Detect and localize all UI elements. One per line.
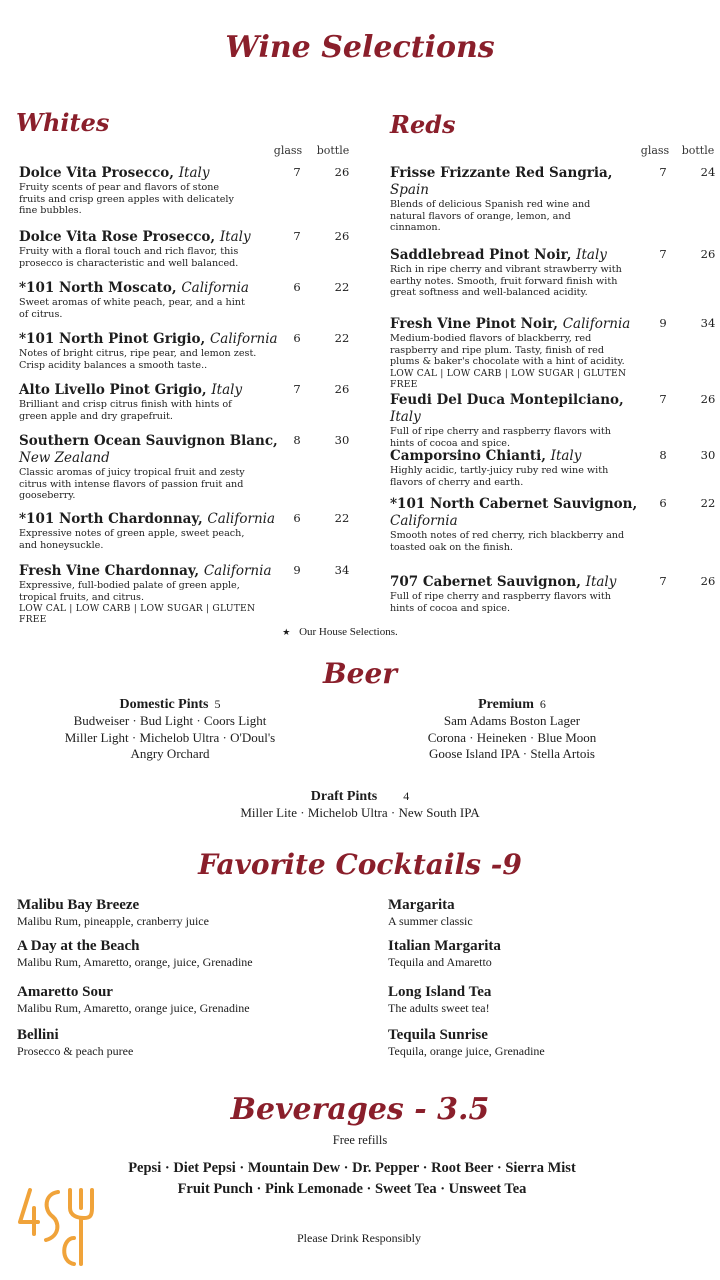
domestic-pints-label: Domestic Pints xyxy=(119,697,209,712)
premium-price: 6 xyxy=(539,697,546,711)
wine-region: Spain xyxy=(390,182,429,198)
whites-glass-header: glass xyxy=(273,144,303,157)
reds-glass-header: glass xyxy=(640,144,670,157)
wine-description-line: of citrus. xyxy=(19,308,63,320)
cocktail-item xyxy=(17,896,337,929)
house-selection-note xyxy=(0,626,680,638)
wine-name-text: Camporsino Chianti, xyxy=(390,448,546,464)
beer-heading: Beer xyxy=(322,657,398,690)
glass-price: 7 xyxy=(293,382,301,396)
cocktail-name: Malibu Bay Breeze xyxy=(17,897,140,913)
premium-label: Premium xyxy=(478,697,534,712)
wine-name-text: *101 North Moscato, xyxy=(19,280,177,296)
wine-name xyxy=(19,280,281,297)
wine-description-line: Full of ripe cherry and raspberry flavors with xyxy=(390,426,611,437)
wine-description-line: natural flavors of orange, lemon, and xyxy=(390,210,571,222)
beverages-line-1: Pepsi · Diet Pepsi · Mountain Dew · Dr. Pepper · Root Beer · Sierra Mist xyxy=(128,1160,576,1176)
wine-description-line: tropical fruits, and citrus. xyxy=(19,591,145,603)
wine-region: California xyxy=(207,511,276,527)
wine-name-text: Frisse Frizzante Red Sangria, xyxy=(390,165,613,181)
page-title: Wine Selections xyxy=(225,30,495,65)
wine-description-line: Crisp acidity balances a smooth taste.. xyxy=(19,359,208,371)
red-wine-item xyxy=(390,574,652,614)
cocktail-description: Prosecco & peach puree xyxy=(17,1044,134,1058)
bottle-price: 30 xyxy=(700,448,716,462)
wine-region: Italy xyxy=(178,165,210,181)
bottle-price: 26 xyxy=(334,165,350,179)
beer-list-line: Miller Lite · Michelob Ultra · New South IPA xyxy=(240,805,480,820)
wine-region: Italy xyxy=(219,229,251,245)
red-wine-item xyxy=(390,165,652,234)
fork-logo-icon xyxy=(14,1188,94,1270)
beer-list-line: Angry Orchard xyxy=(130,746,210,761)
red-wine-item xyxy=(390,247,652,299)
wine-name xyxy=(390,165,652,199)
cocktail-item xyxy=(17,983,337,1016)
glass-price: 9 xyxy=(659,316,667,330)
cocktail-name: A Day at the Beach xyxy=(17,938,140,954)
white-wine-item xyxy=(19,165,281,217)
wine-description-line: fine bubbles. xyxy=(19,205,82,217)
wine-description-line: raspberry and ripe plum. Tasty, finish of red xyxy=(390,344,605,356)
glass-price: 7 xyxy=(659,574,667,588)
wine-region: New Zealand xyxy=(19,450,110,466)
wine-description-line: Medium-bodied flavors of blackberry, red xyxy=(390,333,592,344)
wine-name xyxy=(19,433,281,467)
wine-name xyxy=(390,574,652,591)
premium-list xyxy=(362,713,662,763)
wine-name-text: Fresh Vine Chardonnay, xyxy=(19,563,200,579)
bottle-price: 26 xyxy=(700,392,716,406)
glass-price: 6 xyxy=(293,511,301,525)
beverages-subtitle: Free refills xyxy=(332,1133,388,1147)
wine-description-line: gooseberry. xyxy=(19,490,76,502)
wine-name xyxy=(19,382,281,399)
wine-description-line: Blends of delicious Spanish red wine and xyxy=(390,199,591,210)
glass-price: 7 xyxy=(659,247,667,261)
cocktail-description: Malibu Rum, Amaretto, orange, juice, Grenadine xyxy=(17,955,253,969)
bottle-price: 22 xyxy=(700,496,716,510)
glass-price: 7 xyxy=(659,392,667,406)
glass-price: 8 xyxy=(659,448,667,462)
wine-name xyxy=(19,331,281,348)
cocktail-item xyxy=(17,1026,337,1059)
wine-name xyxy=(19,511,281,528)
cocktail-name: Bellini xyxy=(17,1027,59,1043)
cocktail-item xyxy=(388,983,708,1016)
wine-description-line: Highly acidic, tartly-juicy ruby red wine with xyxy=(390,465,609,476)
domestic-pints-block xyxy=(20,697,320,763)
bottle-price: 30 xyxy=(334,433,350,447)
glass-price: 8 xyxy=(293,433,301,447)
glass-price: 7 xyxy=(659,165,667,179)
bottle-price: 22 xyxy=(334,331,350,345)
wine-name-text: *101 North Pinot Grigio, xyxy=(19,331,206,347)
wine-description-line: Rich in ripe cherry and vibrant strawberry with xyxy=(390,264,622,275)
wine-description-line: Notes of bright citrus, ripe pear, and lemon zest. xyxy=(19,348,257,359)
beverages-line-2: Fruit Punch · Pink Lemonade · Sweet Tea · Unsweet Tea xyxy=(177,1181,527,1197)
wine-name xyxy=(390,247,652,264)
wine-description-line: citrus with intense flavors of passion fruit and xyxy=(19,478,244,490)
wine-name-text: Southern Ocean Sauvignon Blanc, xyxy=(19,433,278,449)
wine-name-text: *101 North Chardonnay, xyxy=(19,511,203,527)
domestic-pints-price: 5 xyxy=(214,697,221,711)
wine-name-text: 707 Cabernet Sauvignon, xyxy=(390,574,581,590)
cocktail-item xyxy=(17,937,337,970)
white-wine-item xyxy=(19,511,281,551)
wine-name-text: Saddlebread Pinot Noir, xyxy=(390,247,572,263)
cocktail-item xyxy=(388,1026,708,1059)
cocktail-name: Amaretto Sour xyxy=(17,984,113,1000)
beverages-heading: Beverages - 3.5 xyxy=(230,1092,490,1127)
wine-region: California xyxy=(390,513,458,529)
wine-description-line: earthy notes. Smooth, fruit forward finish with xyxy=(390,275,618,287)
wine-name-text: Feudi Del Duca Montepilciano, xyxy=(390,392,624,408)
bottle-price: 22 xyxy=(334,511,350,525)
white-wine-item xyxy=(19,563,281,625)
wine-name xyxy=(390,316,652,333)
beer-list-line: Miller Light · Michelob Ultra · O'Doul's xyxy=(64,729,276,745)
draft-pints-price: 4 xyxy=(403,789,410,803)
bottle-price: 26 xyxy=(334,382,350,396)
wine-description-line: plums & baker's chocolate with a hint of acidity. xyxy=(390,356,625,368)
cocktail-item xyxy=(388,896,708,929)
wine-region: California xyxy=(181,280,249,296)
wine-description-line: Smooth notes of red cherry, rich blackberry and xyxy=(390,530,625,541)
glass-price: 7 xyxy=(293,165,301,179)
wine-description-line: and honeysuckle. xyxy=(19,539,104,551)
cocktail-description: Tequila, orange juice, Grenadine xyxy=(388,1044,545,1058)
wine-name xyxy=(390,496,652,530)
white-wine-item xyxy=(19,433,281,502)
domestic-pints-list xyxy=(20,713,320,763)
bottle-price: 34 xyxy=(700,316,716,330)
wine-name-text: *101 North Cabernet Sauvignon, xyxy=(390,496,638,512)
red-wine-item xyxy=(390,496,652,553)
white-wine-item xyxy=(19,382,281,422)
cocktail-name: Long Island Tea xyxy=(388,984,492,1000)
wine-description-line: Fruity scents of pear and flavors of stone xyxy=(19,182,220,193)
reds-heading: Reds xyxy=(390,110,456,139)
wine-tags: LOW CAL | LOW CARB | LOW SUGAR | GLUTEN FREE xyxy=(19,603,256,626)
wine-description-line: cinnamon. xyxy=(390,222,441,234)
wine-description-line: green apple and dry grapefruit. xyxy=(19,410,173,422)
beer-list-line: Sam Adams Boston Lager xyxy=(443,713,581,728)
star-icon: ★ xyxy=(282,627,291,637)
wine-description-line: Classic aromas of juicy tropical fruit and zesty xyxy=(19,467,245,478)
cocktail-description: Malibu Rum, Amaretto, orange juice, Grenadine xyxy=(17,1001,250,1015)
wine-region: California xyxy=(562,316,631,332)
bottle-price: 26 xyxy=(700,247,716,261)
cocktail-name: Tequila Sunrise xyxy=(388,1027,488,1043)
draft-pints-list xyxy=(160,805,560,822)
wine-name xyxy=(390,448,652,465)
reds-bottle-header: bottle xyxy=(681,144,715,157)
bottle-price: 24 xyxy=(700,165,716,179)
wine-region: Italy xyxy=(585,574,617,590)
glass-price: 6 xyxy=(293,280,301,294)
wine-region: Italy xyxy=(576,247,607,263)
glass-price: 7 xyxy=(293,229,301,243)
white-wine-item xyxy=(19,229,281,269)
wine-description-line: hints of cocoa and spice. xyxy=(390,437,511,449)
bottle-price: 26 xyxy=(700,574,716,588)
white-wine-item xyxy=(19,331,281,371)
footer-note: Please Drink Responsibly xyxy=(297,1231,421,1245)
wine-region: California xyxy=(203,563,272,579)
red-wine-item xyxy=(390,392,652,449)
house-note-text: Our House Selections. xyxy=(299,626,398,638)
cocktail-description: Malibu Rum, pineapple, cranberry juice xyxy=(17,914,209,928)
red-wine-item xyxy=(390,316,652,390)
wine-name-text: Dolce Vita Rose Prosecco, xyxy=(19,229,216,245)
beer-list-line: Budweiser · Bud Light · Coors Light xyxy=(73,713,267,728)
red-wine-item xyxy=(390,448,652,488)
wine-region: Italy xyxy=(390,409,421,425)
wine-name-text: Dolce Vita Prosecco, xyxy=(19,165,174,181)
bottle-price: 26 xyxy=(334,229,350,243)
wine-tags: LOW CAL | LOW CARB | LOW SUGAR | GLUTEN FREE xyxy=(390,367,627,390)
wine-description-line: toasted oak on the finish. xyxy=(390,541,513,553)
wine-description-line: Brilliant and crisp citrus finish with hints of xyxy=(19,399,232,410)
wine-name-text: Alto Livello Pinot Grigio, xyxy=(19,382,207,398)
wine-region: California xyxy=(209,331,278,347)
cocktail-description: The adults sweet tea! xyxy=(388,1001,490,1015)
wine-region: Italy xyxy=(211,382,243,398)
bottle-price: 34 xyxy=(334,563,350,577)
wine-description-line: hints of cocoa and spice. xyxy=(390,602,511,614)
premium-block xyxy=(362,697,662,763)
bottle-price: 22 xyxy=(334,280,350,294)
cocktail-name: Italian Margarita xyxy=(388,938,501,954)
glass-price: 9 xyxy=(293,563,301,577)
glass-price: 6 xyxy=(293,331,301,345)
glass-price: 6 xyxy=(659,496,667,510)
whites-heading: Whites xyxy=(16,108,110,137)
cocktail-item xyxy=(388,937,708,970)
draft-pints-block xyxy=(160,789,560,822)
wine-name xyxy=(19,165,281,182)
wine-description-line: great softness and well-balanced acidity. xyxy=(390,287,588,299)
cocktails-heading: Favorite Cocktails -9 xyxy=(198,848,522,881)
cocktail-description: Tequila and Amaretto xyxy=(388,955,492,969)
wine-region: Italy xyxy=(550,448,582,464)
wine-name xyxy=(19,563,281,580)
wine-description-line: Full of ripe cherry and raspberry flavors with xyxy=(390,591,611,602)
wine-name-text: Fresh Vine Pinot Noir, xyxy=(390,316,558,332)
wine-name xyxy=(19,229,281,246)
wine-description-line: fruits and crisp green apples with delicately xyxy=(19,193,234,205)
whites-bottle-header: bottle xyxy=(316,144,350,157)
white-wine-item xyxy=(19,280,281,320)
wine-description-line: prosecco is characteristic and well balanced. xyxy=(19,257,239,269)
draft-pints-label: Draft Pints xyxy=(310,789,378,804)
cocktail-name: Margarita xyxy=(388,897,455,913)
wine-description-line: Fruity with a floral touch and rich flavor, this xyxy=(19,246,239,257)
wine-description-line: flavors of cherry and earth. xyxy=(390,476,524,488)
cocktail-description: A summer classic xyxy=(388,914,473,928)
restaurant-logo xyxy=(14,1188,94,1270)
wine-description-line: Sweet aromas of white peach, pear, and a hint xyxy=(19,297,245,308)
beer-list-line: Corona · Heineken · Blue Moon xyxy=(427,729,597,745)
wine-description-line: Expressive, full-bodied palate of green apple, xyxy=(19,580,240,591)
wine-description-line: Expressive notes of green apple, sweet peach, xyxy=(19,528,245,539)
wine-name xyxy=(390,392,652,426)
beer-list-line: Goose Island IPA · Stella Artois xyxy=(429,746,595,761)
